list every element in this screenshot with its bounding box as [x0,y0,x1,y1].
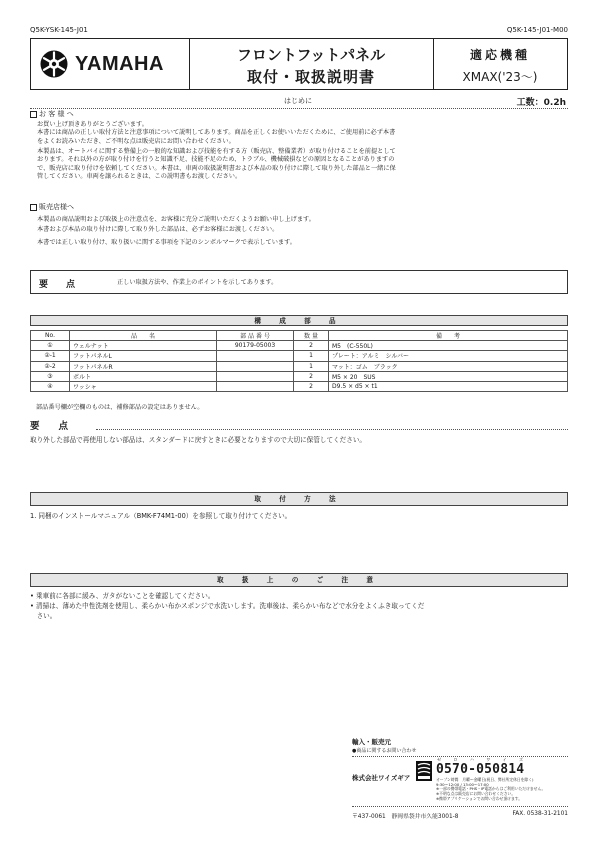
dealer-heading: 販売店様へ [39,203,74,211]
customer-line: 本書には商品の正しい取付方法と注意事項について説明してあります。商品を正しくお使いいただくために、ご使用前に必ず本書 [37,129,396,137]
fax-number: FAX. 0538-31-2101 [512,811,568,817]
table-row [31,361,568,371]
part-number [217,371,294,381]
part-name: ボルト [70,371,217,381]
part-remarks: D9.5 × d5 × t1 [329,381,568,391]
customer-heading: お 客 様 へ [39,110,74,118]
dealer-text [37,216,572,247]
section-marker-icon [30,204,37,211]
part-number [217,361,294,371]
handling-line: さい。 [30,611,57,620]
inquiry-label: ●商品に関するお問い合わせ [352,748,417,754]
brand-wordmark: YAMAHA [75,53,164,75]
point-box [30,270,568,294]
document-code-right: Q5K-145-J01-M00 [506,26,568,34]
part-qty: 1 [294,351,329,361]
part-no: ②-1 [31,351,70,361]
title-line-2: 取付・取扱説明書 [246,68,375,86]
part-remarks: M5 × 20 SUS [329,371,568,381]
divider [96,429,568,430]
part-no: ④ [31,381,70,391]
company-address: 〒437-0061 静岡県袋井市久能3001-8 [352,814,459,820]
hours-time: 9:30〜12:00 / 13:00〜17:00 [436,781,489,787]
hours-text: オープン時間 月曜〜金曜日(祝日、弊社所定休日を除く) [436,777,534,782]
navi-dial-icon [416,761,432,781]
fitment-cell [433,39,567,89]
handling-text [30,592,424,622]
column-header: 備 考 [329,331,568,341]
parts-note: 部品番号欄が空欄のものは、補修部品の設定はありません。 [36,404,204,411]
section-marker-icon [30,111,37,118]
part-no: ① [31,341,70,351]
table-row [31,371,568,381]
point-label-2: 要 点 [30,421,69,432]
phone-number: 0570-050814 [436,762,525,777]
company-name: 株式会社ワイズギア [352,774,411,782]
part-no: ②-2 [31,361,70,371]
part-remarks: マット：ゴム ブラック [329,361,568,371]
part-number [217,351,294,361]
table-row [31,341,568,351]
dealer-heading-row [30,203,74,213]
brand-cell [31,39,190,89]
part-remarks: プレート：アルミ シルバー [329,351,568,361]
parts-table [30,330,568,392]
note-text: ※一部の携帯電話・PHS・IP電話からはご利用いただけません。 [436,786,546,792]
handling-heading: 取 扱 上 の ご 注 意 [30,573,568,587]
seller-label: 輸入・販売元 [352,738,391,746]
customer-heading-row [30,110,74,120]
table-row [31,351,568,361]
column-header: 部 品 番 号 [217,331,294,341]
column-header: No. [31,331,70,341]
part-qty: 1 [294,361,329,371]
handling-line: • 清掃は、薄めた中性洗剤を使用し、柔らかい布かスポンジで水洗いします。洗車後は、柔らかい布などで水分をよくふき取ってくだ [30,601,425,610]
part-no: ③ [31,371,70,381]
parts-heading: 構 成 部 品 [30,315,568,326]
part-name: フットパネルR [70,361,217,371]
point-label: 要 点 [39,280,76,290]
part-number: 90179-05003 [217,341,294,351]
point-text: 正しい取扱方法や、作業上のポイントを示してあります。 [117,279,278,286]
title-header [30,38,568,90]
title-cell [189,39,434,89]
part-remarks: M5 (C-550L) [329,341,568,351]
customer-line: 本製品は、オートバイに関する整備上の一般的な知識および技能を有する方（販売店、整備業者）が取り付けることを前提として [37,148,396,156]
dealer-line: 本書および本品の取り付けに際して取り外した部品は、必ずお客様にお渡しください。 [37,226,279,234]
divider [352,806,568,807]
contact-small-text [436,778,566,802]
point-text-2: 取り外した部品で再使用しない部品は、スタンダードに戻すときに必要となりますので大切に保管してください。 [30,436,367,444]
document-code-left: Q5K-YSK-145-J01 [30,26,88,34]
dealer-line: 本製品の商品説明および取扱上の注意点を、お客様に充分ご説明いただくようお願い申し上げます。 [37,216,315,223]
part-qty: 2 [294,381,329,391]
install-instruction: 1. 同梱のインストールマニュアル（BMK-F74M1-00）を参照して取り付けてください。 [30,512,292,520]
part-name: ワッシャ [70,381,217,391]
handling-line: • 乗車前に各部に緩み、ガタがないことを確認してください。 [30,592,215,600]
work-time: 工数：0.2h [516,98,566,108]
part-number [217,381,294,391]
customer-line: おります。それ以外の方が取り付けを行うと知識不足、技能不足のため、トラブル、機械破損などの原因となることがありますの [37,156,395,164]
part-name: フットパネルL [70,351,217,361]
customer-line: 管してください。車両を譲られるときは、この説明書もお渡しください。 [37,173,242,181]
column-header: 数 量 [294,331,329,341]
intro-heading: はじめに [284,97,312,105]
part-qty: 2 [294,371,329,381]
customer-text [37,121,572,182]
part-qty: 2 [294,341,329,351]
yamaha-tuning-fork-logo [39,49,69,79]
fitment-label: 適応機種 [469,48,530,62]
install-heading: 取 付 方 法 [30,492,568,506]
table-header-row [31,331,568,341]
note-text: ※携帯アプリケーションでお問い合わせ頂けます。 [436,795,523,801]
fitment-model: XMAX('23〜) [462,70,538,84]
table-row [31,381,568,391]
customer-line: をよくお読みいただき、ご不明な点は販売店にお問い合わせください。 [37,137,235,145]
customer-line: で、販売店に取り付けを依頼してください。本書は、車両の取扱説明書および本品の取り付けに際して取り外した部品と一緒に保 [37,164,396,172]
title-line-1: フロントフットパネル [236,46,386,64]
phone-kana: ゼ ロ ハ ワ イ ズ [437,757,528,762]
column-header: 品 名 [70,331,217,341]
part-name: ウェルナット [70,341,217,351]
note-text: ※不明な点は販売店にお問い合わせください。 [436,791,516,797]
customer-line: お買い上げ頂きありがとうございます。 [37,121,148,128]
symbol-line: 本書では正しい取り付け、取り扱いに関する事項を下記のシンボルマークで表示しています。 [37,238,296,246]
divider [30,108,568,109]
